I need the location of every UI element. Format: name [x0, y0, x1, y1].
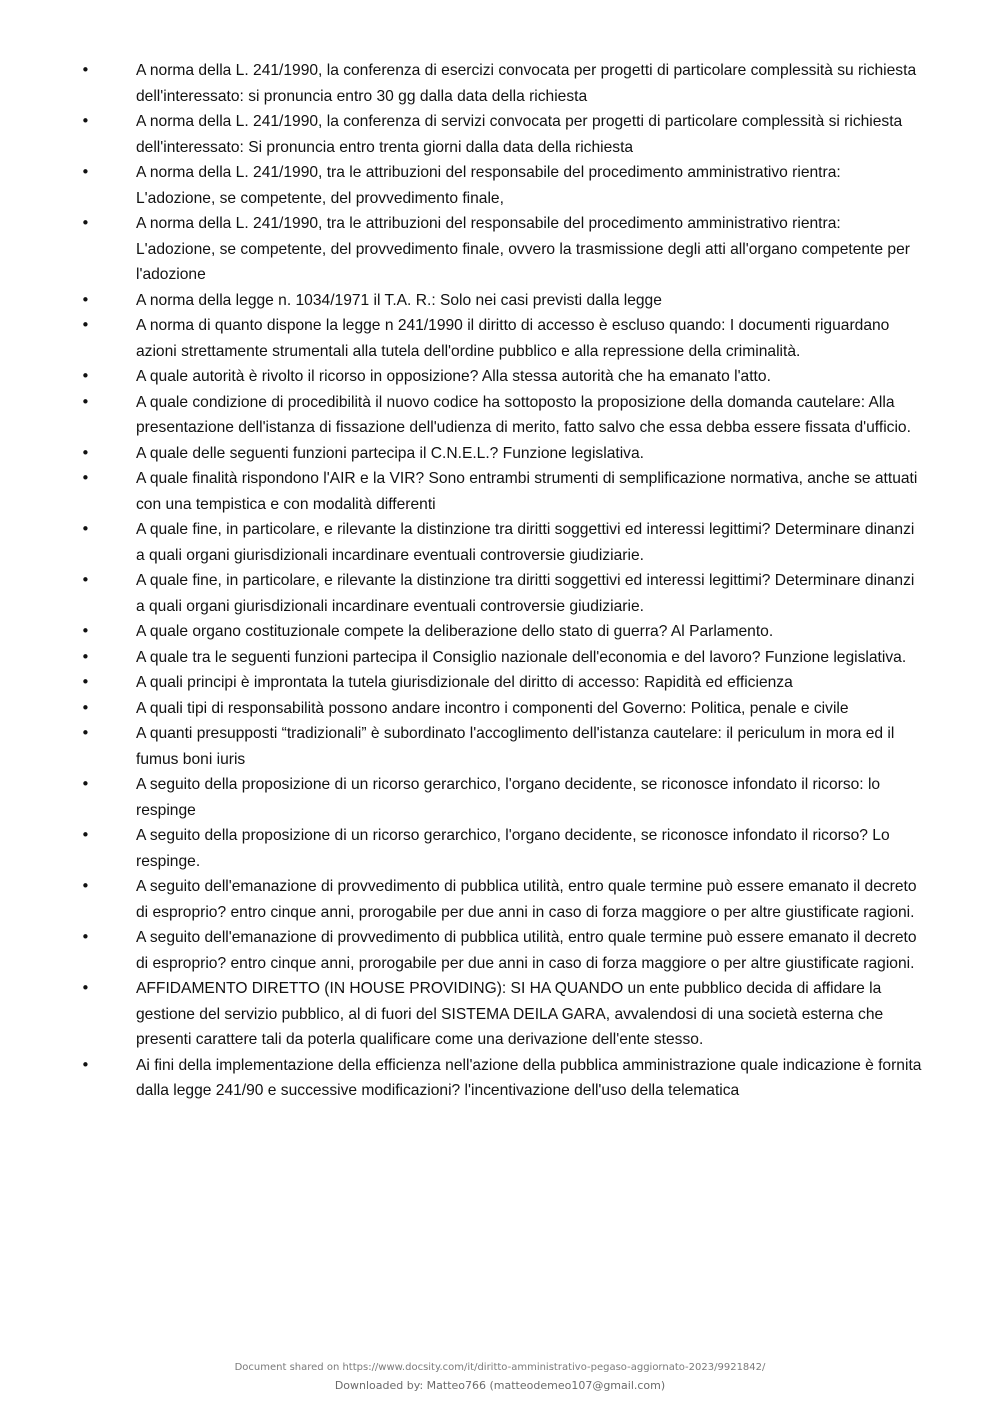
- bullet-icon: •: [81, 673, 90, 691]
- list-item: [78, 288, 924, 314]
- list-item-text: A seguito della proposizione di un ricorso gerarchico, l'organo decidente, se riconosce infondato il ricorso: lo respinge: [136, 776, 881, 819]
- list-item-text: A quale finalità rispondono l'AIR e la VIR? Sono entrambi strumenti di semplificazione normativa, anche se attuati con una tempistica e con modalità differenti: [136, 470, 918, 513]
- bullet-icon: •: [81, 469, 90, 487]
- list-item-text: A quale autorità è rivolto il ricorso in opposizione? Alla stessa autorità che ha emanato l'atto.: [136, 368, 771, 385]
- list-item-text: A quale organo costituzionale compete la deliberazione dello stato di guerra? Al Parlamento.: [136, 623, 774, 640]
- list-item-text: A norma della legge n. 1034/1971 il T.A. R.: Solo nei casi previsti dalla legge: [136, 291, 662, 309]
- bullet-list: [78, 58, 924, 1104]
- bullet-icon: •: [81, 520, 90, 538]
- bullet-icon: •: [81, 214, 90, 232]
- bullet-icon: •: [81, 928, 90, 946]
- list-item: [78, 670, 924, 696]
- bullet-icon: •: [81, 392, 90, 411]
- bullet-icon: •: [81, 112, 90, 130]
- list-item-text: A norma della L. 241/1990, tra le attribuzioni del responsabile del procedimento amministrativo rientra: L'adozione, se competente, del provvedimento finale, ovvero la trasmissione degli atti all'organo competente per l'adozione: [136, 215, 910, 283]
- list-item-text: A quale tra le seguenti funzioni partecipa il Consiglio nazionale dell'economia e del lavoro? Funzione legislativa.: [136, 648, 907, 666]
- bullet-icon: •: [81, 61, 90, 79]
- bullet-icon: •: [81, 826, 90, 844]
- list-item-text: A norma di quanto dispone la legge n 241/1990 il diritto di accesso è escluso quando: I documenti riguardano azioni strettamente strumentali alla tutela dell'ordine pubblico e alla repressione della criminalità.: [136, 317, 890, 360]
- list-item-text: AFFIDAMENTO DIRETTO (IN HOUSE PROVIDING): SI HA QUANDO un ente pubblico decida di affidare la gestione del servizio pubblico, al di fuori del SISTEMA DEILA GARA, avvalendosi di una società esterna che presenti carattere tali da poterla qualificare come una derivazione dell'ente stesso.: [136, 980, 884, 1048]
- list-item: [78, 696, 924, 722]
- list-item-text: A norma della L. 241/1990, la conferenza di esercizi convocata per progetti di particolare complessità su richiesta dell'interessato: si pronuncia entro 30 gg dalla data della richiesta: [136, 62, 917, 105]
- list-item-text: A quale fine, in particolare, e rilevante la distinzione tra diritti soggettivi ed interessi legittimi? Determinare dinanzi a quali organi giurisdizionali incardinare eventuali controversie giudiziarie.: [136, 572, 915, 615]
- list-item: [78, 874, 924, 925]
- bullet-icon: •: [81, 698, 90, 717]
- list-item: [78, 619, 924, 645]
- list-item-text: Ai fini della implementazione della efficienza nell'azione della pubblica amministrazione quale indicazione è fornita dalla legge 241/90 e successive modificazioni? l'incentivazione dell'uso della telematica: [136, 1056, 922, 1099]
- list-item: [78, 925, 924, 976]
- footer-shared-notice: Document shared on https://www.docsity.com/it/diritto-amministrativo-pegaso-aggiornato-2023/9921842/: [234, 1362, 766, 1373]
- list-item-text: A quale condizione di procedibilità il nuovo codice ha sottoposto la proposizione della domanda cautelare: Alla presentazione dell'istanza di fissazione dell'udienza di merito, fatto salvo che essa debba essere fissata d'ufficio.: [136, 393, 911, 436]
- list-item: [78, 1053, 924, 1104]
- list-item: [78, 721, 924, 772]
- list-item: [78, 313, 924, 364]
- bullet-icon: •: [81, 316, 90, 334]
- list-item: [78, 976, 924, 1053]
- list-item: [78, 517, 924, 568]
- list-item: [78, 390, 924, 441]
- list-item: [78, 109, 924, 160]
- bullet-icon: •: [81, 647, 90, 666]
- list-item: [78, 441, 924, 467]
- bullet-icon: •: [81, 979, 90, 997]
- bullet-icon: •: [81, 622, 90, 640]
- bullet-icon: •: [81, 775, 90, 793]
- list-item-text: A quale fine, in particolare, e rilevante la distinzione tra diritti soggettivi ed interessi legittimi? Determinare dinanzi a quali organi giurisdizionali incardinare eventuali controversie giudiziarie.: [136, 521, 915, 564]
- list-item-text: A seguito dell'emanazione di provvedimento di pubblica utilità, entro quale termine può essere emanato il decreto di esproprio? entro cinque anni, prorogabile per due anni in caso di forza maggiore o per altre giustificate ragioni.: [136, 878, 917, 921]
- list-item: [78, 823, 924, 874]
- bullet-icon: •: [81, 290, 90, 309]
- list-item: [78, 364, 924, 390]
- list-item: [78, 466, 924, 517]
- list-item: [78, 772, 924, 823]
- list-item: [78, 645, 924, 671]
- list-item: [78, 568, 924, 619]
- list-item-text: A seguito dell'emanazione di provvedimento di pubblica utilità, entro quale termine può essere emanato il decreto di esproprio? entro cinque anni, prorogabile per due anni in caso di forza maggiore o per altre giustificate ragioni.: [136, 929, 917, 972]
- list-item: [78, 58, 924, 109]
- list-item-text: A seguito della proposizione di un ricorso gerarchico, l'organo decidente, se riconosce infondato il ricorso? Lo respinge.: [136, 827, 890, 870]
- bullet-icon: •: [81, 571, 90, 589]
- list-item-text: A quale delle seguenti funzioni partecipa il C.N.E.L.? Funzione legislativa.: [136, 444, 644, 462]
- list-item: [78, 160, 924, 211]
- document-content: [78, 58, 924, 1104]
- list-item-text: A quanti presupposti “tradizionali” è subordinato l'accoglimento dell'istanza cautelare: il periculum in mora ed il fumus boni iuris: [136, 725, 895, 768]
- bullet-icon: •: [81, 367, 90, 385]
- bullet-icon: •: [81, 443, 90, 462]
- bullet-icon: •: [81, 724, 90, 742]
- bullet-icon: •: [81, 877, 90, 895]
- list-item-text: A quali principi è improntata la tutela giurisdizionale del diritto di accesso: Rapidità ed efficienza: [136, 674, 793, 691]
- list-item-text: A norma della L. 241/1990, la conferenza di servizi convocata per progetti di particolare complessità si richiesta dell'interessato: Si pronuncia entro trenta giorni dalla data della richiesta: [136, 113, 903, 156]
- bullet-icon: •: [81, 163, 90, 181]
- footer-downloaded-by: Downloaded by: Matteo766 (matteodemeo107@gmail.com): [334, 1379, 666, 1392]
- list-item: [78, 211, 924, 288]
- bullet-icon: •: [81, 1055, 90, 1074]
- list-item-text: A quali tipi di responsabilità possono andare incontro i componenti del Governo: Politica, penale e civile: [136, 699, 849, 717]
- list-item-text: A norma della L. 241/1990, tra le attribuzioni del responsabile del procedimento amministrativo rientra: L'adozione, se competente, del provvedimento finale,: [136, 164, 841, 207]
